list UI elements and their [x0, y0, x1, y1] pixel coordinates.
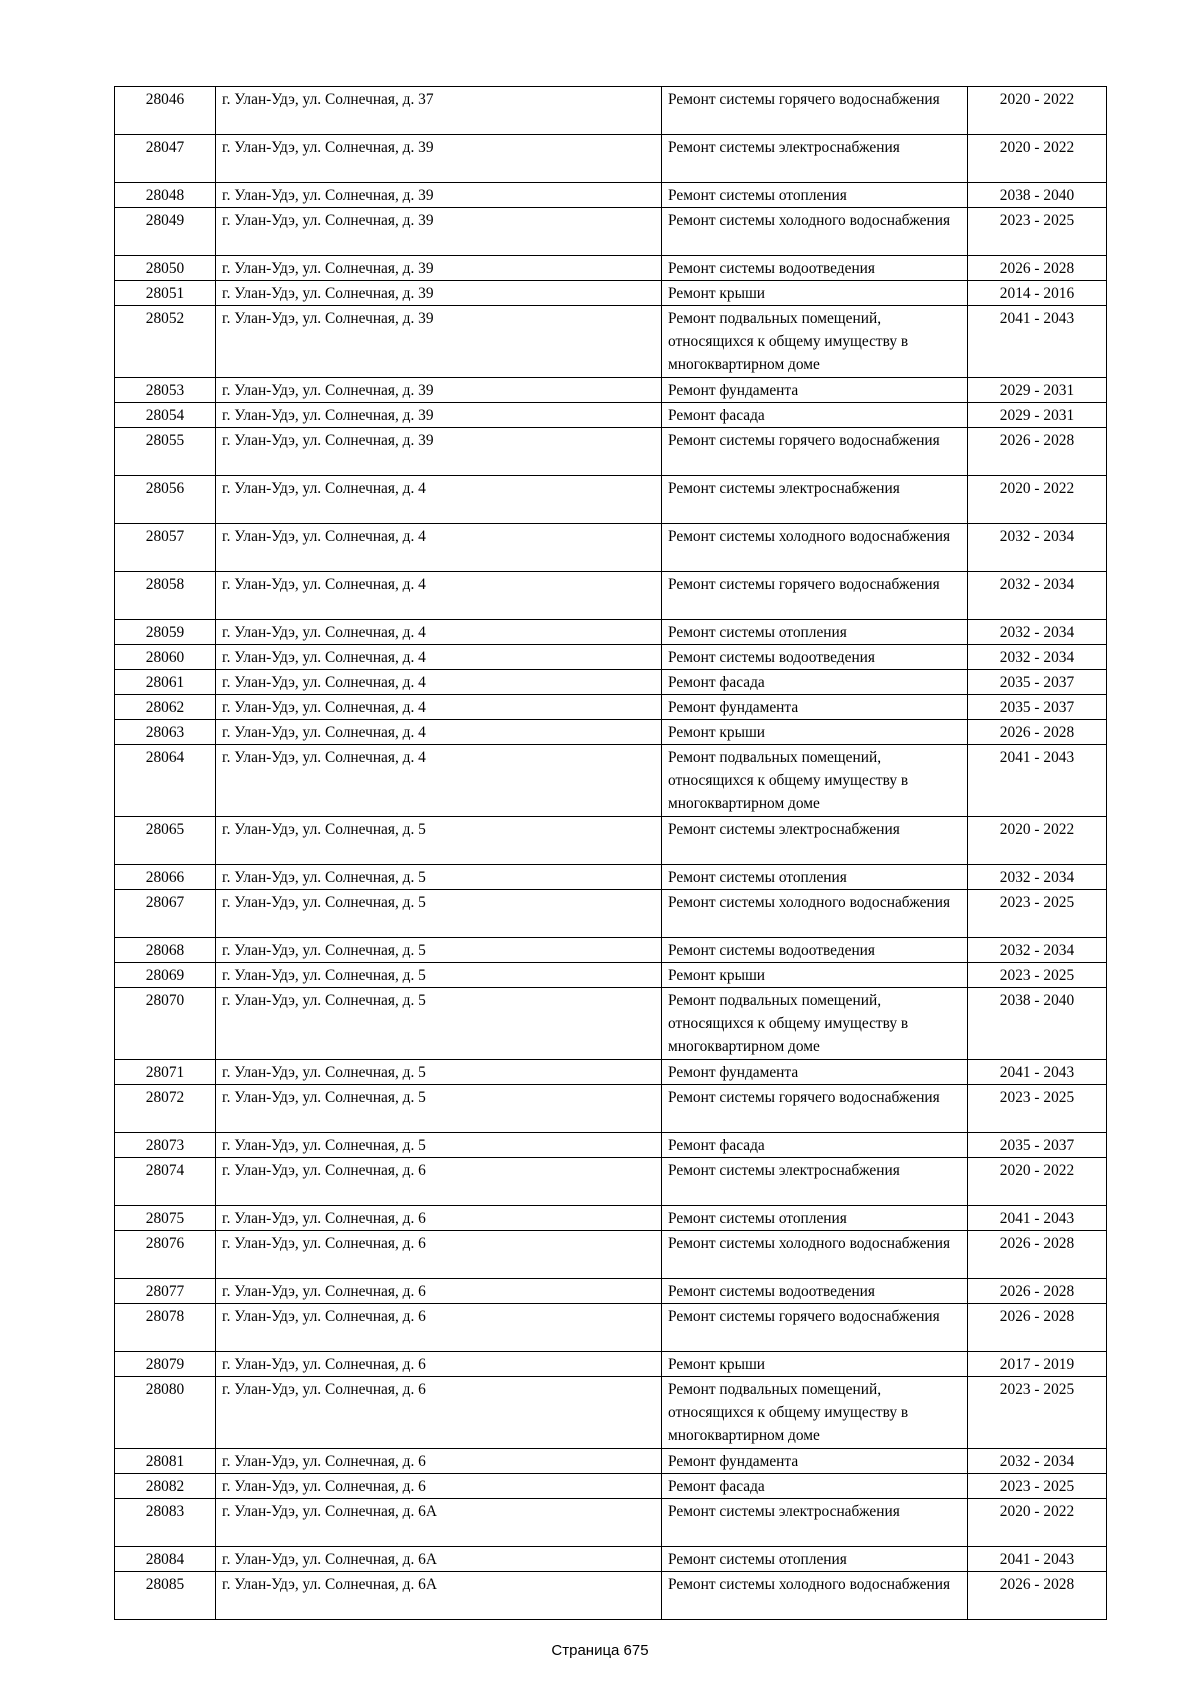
table-row [115, 1352, 1107, 1377]
period-cell: 2029 - 2031 [968, 378, 1107, 403]
row-id-cell: 28082 [115, 1474, 216, 1499]
row-id-cell: 28049 [115, 208, 216, 256]
table-row [115, 1449, 1107, 1474]
table-row [115, 281, 1107, 306]
period-cell: 2020 - 2022 [968, 476, 1107, 524]
table-row [115, 135, 1107, 183]
table-row [115, 1279, 1107, 1304]
period-cell: 2041 - 2043 [968, 306, 1107, 378]
table-row [115, 256, 1107, 281]
table-row [115, 87, 1107, 135]
period-cell: 2023 - 2025 [968, 208, 1107, 256]
row-id-cell: 28072 [115, 1085, 216, 1133]
work-type-cell: Ремонт системы отопления [662, 1206, 968, 1231]
table-row [115, 1474, 1107, 1499]
row-id-cell: 28080 [115, 1377, 216, 1449]
table-row [115, 428, 1107, 476]
period-cell: 2038 - 2040 [968, 183, 1107, 208]
work-type-cell: Ремонт системы холодного водоснабжения [662, 890, 968, 938]
address-cell: г. Улан-Удэ, ул. Солнечная, д. 39 [216, 378, 662, 403]
work-type-cell: Ремонт подвальных помещений, относящихся к общему имуществу в многоквартирном доме [662, 745, 968, 817]
row-id-cell: 28050 [115, 256, 216, 281]
table-row [115, 1085, 1107, 1133]
address-cell: г. Улан-Удэ, ул. Солнечная, д. 6 [216, 1377, 662, 1449]
work-type-cell: Ремонт крыши [662, 281, 968, 306]
row-id-cell: 28059 [115, 620, 216, 645]
work-type-cell: Ремонт фундамента [662, 378, 968, 403]
table-row [115, 403, 1107, 428]
address-cell: г. Улан-Удэ, ул. Солнечная, д. 4 [216, 745, 662, 817]
work-type-cell: Ремонт подвальных помещений, относящихся к общему имуществу в многоквартирном доме [662, 988, 968, 1060]
row-id-cell: 28047 [115, 135, 216, 183]
period-cell: 2026 - 2028 [968, 1279, 1107, 1304]
work-type-cell: Ремонт системы горячего водоснабжения [662, 428, 968, 476]
address-cell: г. Улан-Удэ, ул. Солнечная, д. 4 [216, 524, 662, 572]
period-cell: 2023 - 2025 [968, 1474, 1107, 1499]
table-row [115, 938, 1107, 963]
work-type-cell: Ремонт системы водоотведения [662, 256, 968, 281]
address-cell: г. Улан-Удэ, ул. Солнечная, д. 5 [216, 1133, 662, 1158]
work-type-cell: Ремонт системы отопления [662, 865, 968, 890]
row-id-cell: 28083 [115, 1499, 216, 1547]
period-cell: 2017 - 2019 [968, 1352, 1107, 1377]
work-type-cell: Ремонт подвальных помещений, относящихся к общему имуществу в многоквартирном доме [662, 306, 968, 378]
address-cell: г. Улан-Удэ, ул. Солнечная, д. 5 [216, 963, 662, 988]
table-row [115, 1133, 1107, 1158]
row-id-cell: 28084 [115, 1547, 216, 1572]
row-id-cell: 28075 [115, 1206, 216, 1231]
address-cell: г. Улан-Удэ, ул. Солнечная, д. 6 [216, 1304, 662, 1352]
address-cell: г. Улан-Удэ, ул. Солнечная, д. 6 [216, 1279, 662, 1304]
work-type-cell: Ремонт фасада [662, 403, 968, 428]
address-cell: г. Улан-Удэ, ул. Солнечная, д. 6 [216, 1352, 662, 1377]
work-type-cell: Ремонт системы холодного водоснабжения [662, 208, 968, 256]
period-cell: 2020 - 2022 [968, 87, 1107, 135]
work-type-cell: Ремонт системы электроснабжения [662, 1158, 968, 1206]
table-row [115, 476, 1107, 524]
period-cell: 2032 - 2034 [968, 1449, 1107, 1474]
row-id-cell: 28056 [115, 476, 216, 524]
period-cell: 2026 - 2028 [968, 1304, 1107, 1352]
work-type-cell: Ремонт системы горячего водоснабжения [662, 1085, 968, 1133]
address-cell: г. Улан-Удэ, ул. Солнечная, д. 4 [216, 695, 662, 720]
row-id-cell: 28058 [115, 572, 216, 620]
table-row [115, 670, 1107, 695]
row-id-cell: 28074 [115, 1158, 216, 1206]
work-type-cell: Ремонт фундамента [662, 1060, 968, 1085]
table-row [115, 890, 1107, 938]
period-cell: 2026 - 2028 [968, 256, 1107, 281]
row-id-cell: 28069 [115, 963, 216, 988]
period-cell: 2020 - 2022 [968, 817, 1107, 865]
address-cell: г. Улан-Удэ, ул. Солнечная, д. 6 [216, 1449, 662, 1474]
address-cell: г. Улан-Удэ, ул. Солнечная, д. 6 [216, 1206, 662, 1231]
table-row [115, 745, 1107, 817]
row-id-cell: 28066 [115, 865, 216, 890]
table-row [115, 1158, 1107, 1206]
table-row [115, 306, 1107, 378]
period-cell: 2020 - 2022 [968, 1158, 1107, 1206]
table-row [115, 620, 1107, 645]
period-cell: 2032 - 2034 [968, 865, 1107, 890]
table-row [115, 572, 1107, 620]
address-cell: г. Улан-Удэ, ул. Солнечная, д. 5 [216, 1060, 662, 1085]
row-id-cell: 28053 [115, 378, 216, 403]
work-type-cell: Ремонт фасада [662, 1474, 968, 1499]
row-id-cell: 28065 [115, 817, 216, 865]
address-cell: г. Улан-Удэ, ул. Солнечная, д. 6 [216, 1474, 662, 1499]
table-row [115, 1547, 1107, 1572]
work-type-cell: Ремонт системы горячего водоснабжения [662, 1304, 968, 1352]
row-id-cell: 28060 [115, 645, 216, 670]
period-cell: 2038 - 2040 [968, 988, 1107, 1060]
row-id-cell: 28085 [115, 1572, 216, 1620]
period-cell: 2020 - 2022 [968, 135, 1107, 183]
row-id-cell: 28079 [115, 1352, 216, 1377]
work-type-cell: Ремонт подвальных помещений, относящихся к общему имуществу в многоквартирном доме [662, 1377, 968, 1449]
row-id-cell: 28054 [115, 403, 216, 428]
table-row [115, 865, 1107, 890]
page-number: Страница 675 [551, 1642, 649, 1659]
table-row [115, 1572, 1107, 1620]
table-row [115, 1206, 1107, 1231]
address-cell: г. Улан-Удэ, ул. Солнечная, д. 39 [216, 281, 662, 306]
period-cell: 2023 - 2025 [968, 963, 1107, 988]
address-cell: г. Улан-Удэ, ул. Солнечная, д. 5 [216, 865, 662, 890]
work-type-cell: Ремонт фундамента [662, 1449, 968, 1474]
work-type-cell: Ремонт системы горячего водоснабжения [662, 87, 968, 135]
address-cell: г. Улан-Удэ, ул. Солнечная, д. 6А [216, 1499, 662, 1547]
row-id-cell: 28055 [115, 428, 216, 476]
work-type-cell: Ремонт системы отопления [662, 620, 968, 645]
period-cell: 2026 - 2028 [968, 1231, 1107, 1279]
period-cell: 2014 - 2016 [968, 281, 1107, 306]
address-cell: г. Улан-Удэ, ул. Солнечная, д. 4 [216, 572, 662, 620]
address-cell: г. Улан-Удэ, ул. Солнечная, д. 6А [216, 1572, 662, 1620]
address-cell: г. Улан-Удэ, ул. Солнечная, д. 4 [216, 476, 662, 524]
work-type-cell: Ремонт системы водоотведения [662, 938, 968, 963]
address-cell: г. Улан-Удэ, ул. Солнечная, д. 4 [216, 620, 662, 645]
row-id-cell: 28064 [115, 745, 216, 817]
work-type-cell: Ремонт фасада [662, 1133, 968, 1158]
row-id-cell: 28076 [115, 1231, 216, 1279]
address-cell: г. Улан-Удэ, ул. Солнечная, д. 5 [216, 938, 662, 963]
address-cell: г. Улан-Удэ, ул. Солнечная, д. 4 [216, 670, 662, 695]
work-type-cell: Ремонт системы горячего водоснабжения [662, 572, 968, 620]
period-cell: 2029 - 2031 [968, 403, 1107, 428]
address-cell: г. Улан-Удэ, ул. Солнечная, д. 6 [216, 1231, 662, 1279]
address-cell: г. Улан-Удэ, ул. Солнечная, д. 4 [216, 720, 662, 745]
work-type-cell: Ремонт системы электроснабжения [662, 476, 968, 524]
row-id-cell: 28057 [115, 524, 216, 572]
address-cell: г. Улан-Удэ, ул. Солнечная, д. 5 [216, 817, 662, 865]
work-type-cell: Ремонт системы водоотведения [662, 645, 968, 670]
period-cell: 2026 - 2028 [968, 1572, 1107, 1620]
row-id-cell: 28067 [115, 890, 216, 938]
table-row [115, 1499, 1107, 1547]
period-cell: 2032 - 2034 [968, 524, 1107, 572]
row-id-cell: 28051 [115, 281, 216, 306]
address-cell: г. Улан-Удэ, ул. Солнечная, д. 37 [216, 87, 662, 135]
work-type-cell: Ремонт системы холодного водоснабжения [662, 1572, 968, 1620]
period-cell: 2032 - 2034 [968, 572, 1107, 620]
period-cell: 2035 - 2037 [968, 670, 1107, 695]
work-type-cell: Ремонт системы холодного водоснабжения [662, 1231, 968, 1279]
work-type-cell: Ремонт системы отопления [662, 1547, 968, 1572]
work-type-cell: Ремонт фундамента [662, 695, 968, 720]
table-row [115, 378, 1107, 403]
period-cell: 2041 - 2043 [968, 1060, 1107, 1085]
address-cell: г. Улан-Удэ, ул. Солнечная, д. 39 [216, 183, 662, 208]
row-id-cell: 28046 [115, 87, 216, 135]
row-id-cell: 28081 [115, 1449, 216, 1474]
row-id-cell: 28071 [115, 1060, 216, 1085]
table-row [115, 988, 1107, 1060]
period-cell: 2020 - 2022 [968, 1499, 1107, 1547]
work-type-cell: Ремонт крыши [662, 1352, 968, 1377]
period-cell: 2023 - 2025 [968, 1377, 1107, 1449]
period-cell: 2041 - 2043 [968, 1547, 1107, 1572]
table-row [115, 1231, 1107, 1279]
address-cell: г. Улан-Удэ, ул. Солнечная, д. 39 [216, 135, 662, 183]
table-row [115, 645, 1107, 670]
work-type-cell: Ремонт крыши [662, 963, 968, 988]
period-cell: 2032 - 2034 [968, 645, 1107, 670]
address-cell: г. Улан-Удэ, ул. Солнечная, д. 5 [216, 890, 662, 938]
address-cell: г. Улан-Удэ, ул. Солнечная, д. 39 [216, 428, 662, 476]
table-row [115, 208, 1107, 256]
table-body [115, 87, 1107, 1620]
table-row [115, 1304, 1107, 1352]
work-type-cell: Ремонт фасада [662, 670, 968, 695]
row-id-cell: 28077 [115, 1279, 216, 1304]
row-id-cell: 28062 [115, 695, 216, 720]
row-id-cell: 28070 [115, 988, 216, 1060]
row-id-cell: 28073 [115, 1133, 216, 1158]
period-cell: 2023 - 2025 [968, 1085, 1107, 1133]
table-row [115, 1060, 1107, 1085]
period-cell: 2041 - 2043 [968, 1206, 1107, 1231]
work-type-cell: Ремонт системы холодного водоснабжения [662, 524, 968, 572]
row-id-cell: 28063 [115, 720, 216, 745]
address-cell: г. Улан-Удэ, ул. Солнечная, д. 6 [216, 1158, 662, 1206]
table-row [115, 1377, 1107, 1449]
address-cell: г. Улан-Удэ, ул. Солнечная, д. 39 [216, 403, 662, 428]
work-type-cell: Ремонт системы электроснабжения [662, 135, 968, 183]
row-id-cell: 28048 [115, 183, 216, 208]
work-type-cell: Ремонт системы электроснабжения [662, 1499, 968, 1547]
address-cell: г. Улан-Удэ, ул. Солнечная, д. 5 [216, 988, 662, 1060]
table-row [115, 720, 1107, 745]
table-row [115, 817, 1107, 865]
row-id-cell: 28068 [115, 938, 216, 963]
repair-schedule-table [114, 86, 1107, 1620]
row-id-cell: 28061 [115, 670, 216, 695]
period-cell: 2041 - 2043 [968, 745, 1107, 817]
period-cell: 2023 - 2025 [968, 890, 1107, 938]
address-cell: г. Улан-Удэ, ул. Солнечная, д. 39 [216, 306, 662, 378]
row-id-cell: 28078 [115, 1304, 216, 1352]
address-cell: г. Улан-Удэ, ул. Солнечная, д. 5 [216, 1085, 662, 1133]
work-type-cell: Ремонт системы электроснабжения [662, 817, 968, 865]
address-cell: г. Улан-Удэ, ул. Солнечная, д. 39 [216, 256, 662, 281]
work-type-cell: Ремонт крыши [662, 720, 968, 745]
period-cell: 2032 - 2034 [968, 938, 1107, 963]
table-row [115, 695, 1107, 720]
table-row [115, 183, 1107, 208]
period-cell: 2026 - 2028 [968, 428, 1107, 476]
address-cell: г. Улан-Удэ, ул. Солнечная, д. 39 [216, 208, 662, 256]
work-type-cell: Ремонт системы водоотведения [662, 1279, 968, 1304]
address-cell: г. Улан-Удэ, ул. Солнечная, д. 4 [216, 645, 662, 670]
address-cell: г. Улан-Удэ, ул. Солнечная, д. 6А [216, 1547, 662, 1572]
table-row [115, 524, 1107, 572]
period-cell: 2035 - 2037 [968, 695, 1107, 720]
row-id-cell: 28052 [115, 306, 216, 378]
work-type-cell: Ремонт системы отопления [662, 183, 968, 208]
table-row [115, 963, 1107, 988]
period-cell: 2032 - 2034 [968, 620, 1107, 645]
period-cell: 2035 - 2037 [968, 1133, 1107, 1158]
period-cell: 2026 - 2028 [968, 720, 1107, 745]
